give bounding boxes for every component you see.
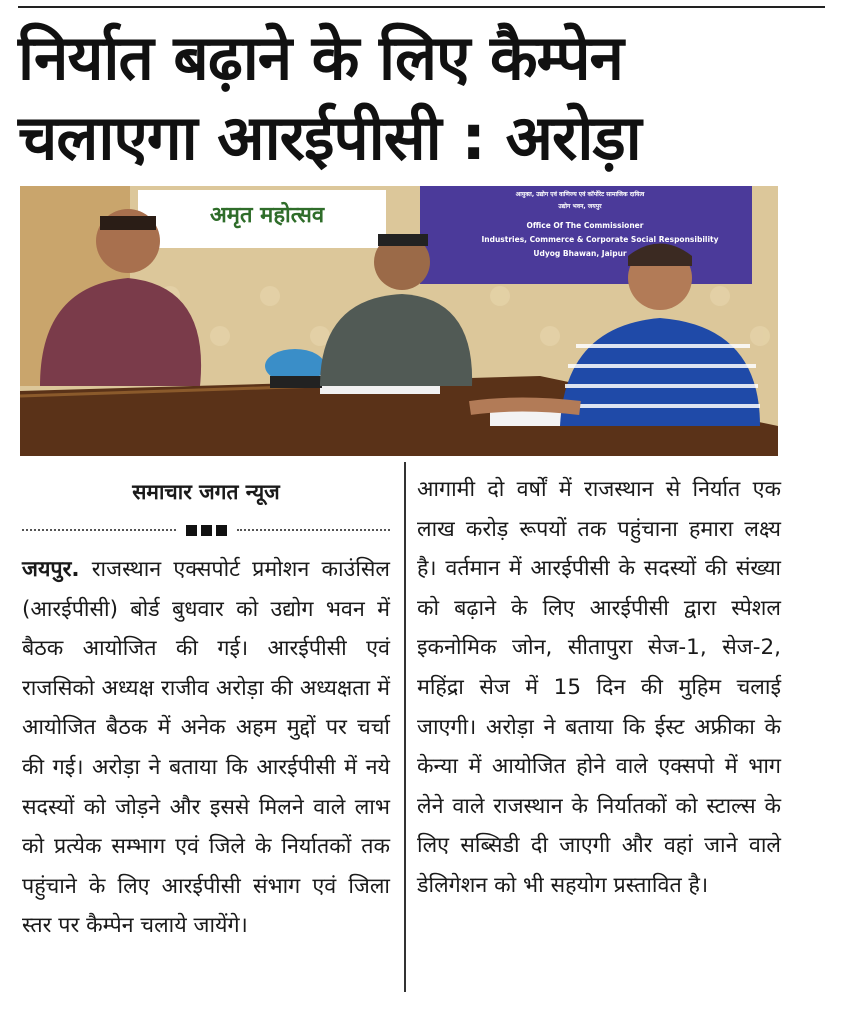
- sign-line-2: उद्योग भवन, जयपुर: [558, 203, 602, 210]
- sign-line-3: Office Of The Commissioner: [526, 221, 644, 230]
- dateline: जयपुर.: [22, 557, 80, 582]
- left-text: राजस्थान एक्सपोर्ट प्रमोशन काउंसिल (आरईपीसी) बोर्ड बुधवार को उद्योग भवन में बैठक आयोजित की गई। आरईपीसी एवं राजसिको अध्यक्ष राजीव अरोड़ा की अध्यक्षता में आयोजित बैठक में अनेक अहम मुद्दों पर चर्चा की गई। अरोड़ा ने बताया कि आरईपीसी में नये सदस्यों को जोड़ने और इससे मिलने वाले लाभ को प्रत्येक सम्भाग एवं जिले के निर्यातकों तक पहुंचाने के लिए आरईपीसी संभाग एवं जिला स्तर पर कैम्पेन चलाये जायेंगे।: [22, 557, 391, 939]
- banner-amrit-mahotsav: अमृत महोत्सव: [210, 203, 325, 228]
- meeting-photo: [20, 186, 778, 456]
- top-rule: [18, 6, 825, 8]
- sign-line-5: Udyog Bhawan, Jaipur: [533, 249, 627, 258]
- sign-line-4: Industries, Commerce & Corporate Social Responsibility: [481, 235, 719, 244]
- headline: [18, 18, 828, 178]
- headline-line-2: चलाएगा आरईपीसी : अरोड़ा: [18, 101, 641, 174]
- article-paragraph-left: [22, 550, 390, 946]
- article-column-left: [22, 470, 390, 946]
- byline: समाचार जगत न्यूज: [132, 480, 280, 504]
- sign-line-1: आयुक्त, उद्योग एवं वाणिज्य एवं कॉर्पोरेट सामाजिक दायित्व: [515, 191, 645, 198]
- article-paragraph-right: आगामी दो वर्षों में राजस्थान से निर्यात एक लाख करोड़ रूपयों तक पहुंचाना हमारा लक्ष्य है। वर्तमान में आरईपीसी के सदस्यों की संख्या को बढ़ाने के लिए आरईपीसी द्वारा स्पेशल इकनोमिक जोन, सीतापुरा सेज-1, सेज-2, महिंद्रा सेज में 15 दिन की मुहिम चलाई जाएगी। अरोड़ा ने बताया कि ईस्ट अफ्रीका के केन्या में आयोजित होने वाले एक्सपो में भाग लेने वाले राजस्थान के निर्यातकों को स्टाल्स के लिए सब्सिडी दी जाएगी और वहां जाने वाले डेलिगेशन को भी सहयोग प्रस्तावित है।: [417, 477, 781, 898]
- article-column-right: [417, 470, 781, 906]
- byline-ornament: [22, 516, 390, 544]
- column-divider: [404, 462, 406, 992]
- headline-line-1: निर्यात बढ़ाने के लिए कैम्पेन: [18, 21, 623, 94]
